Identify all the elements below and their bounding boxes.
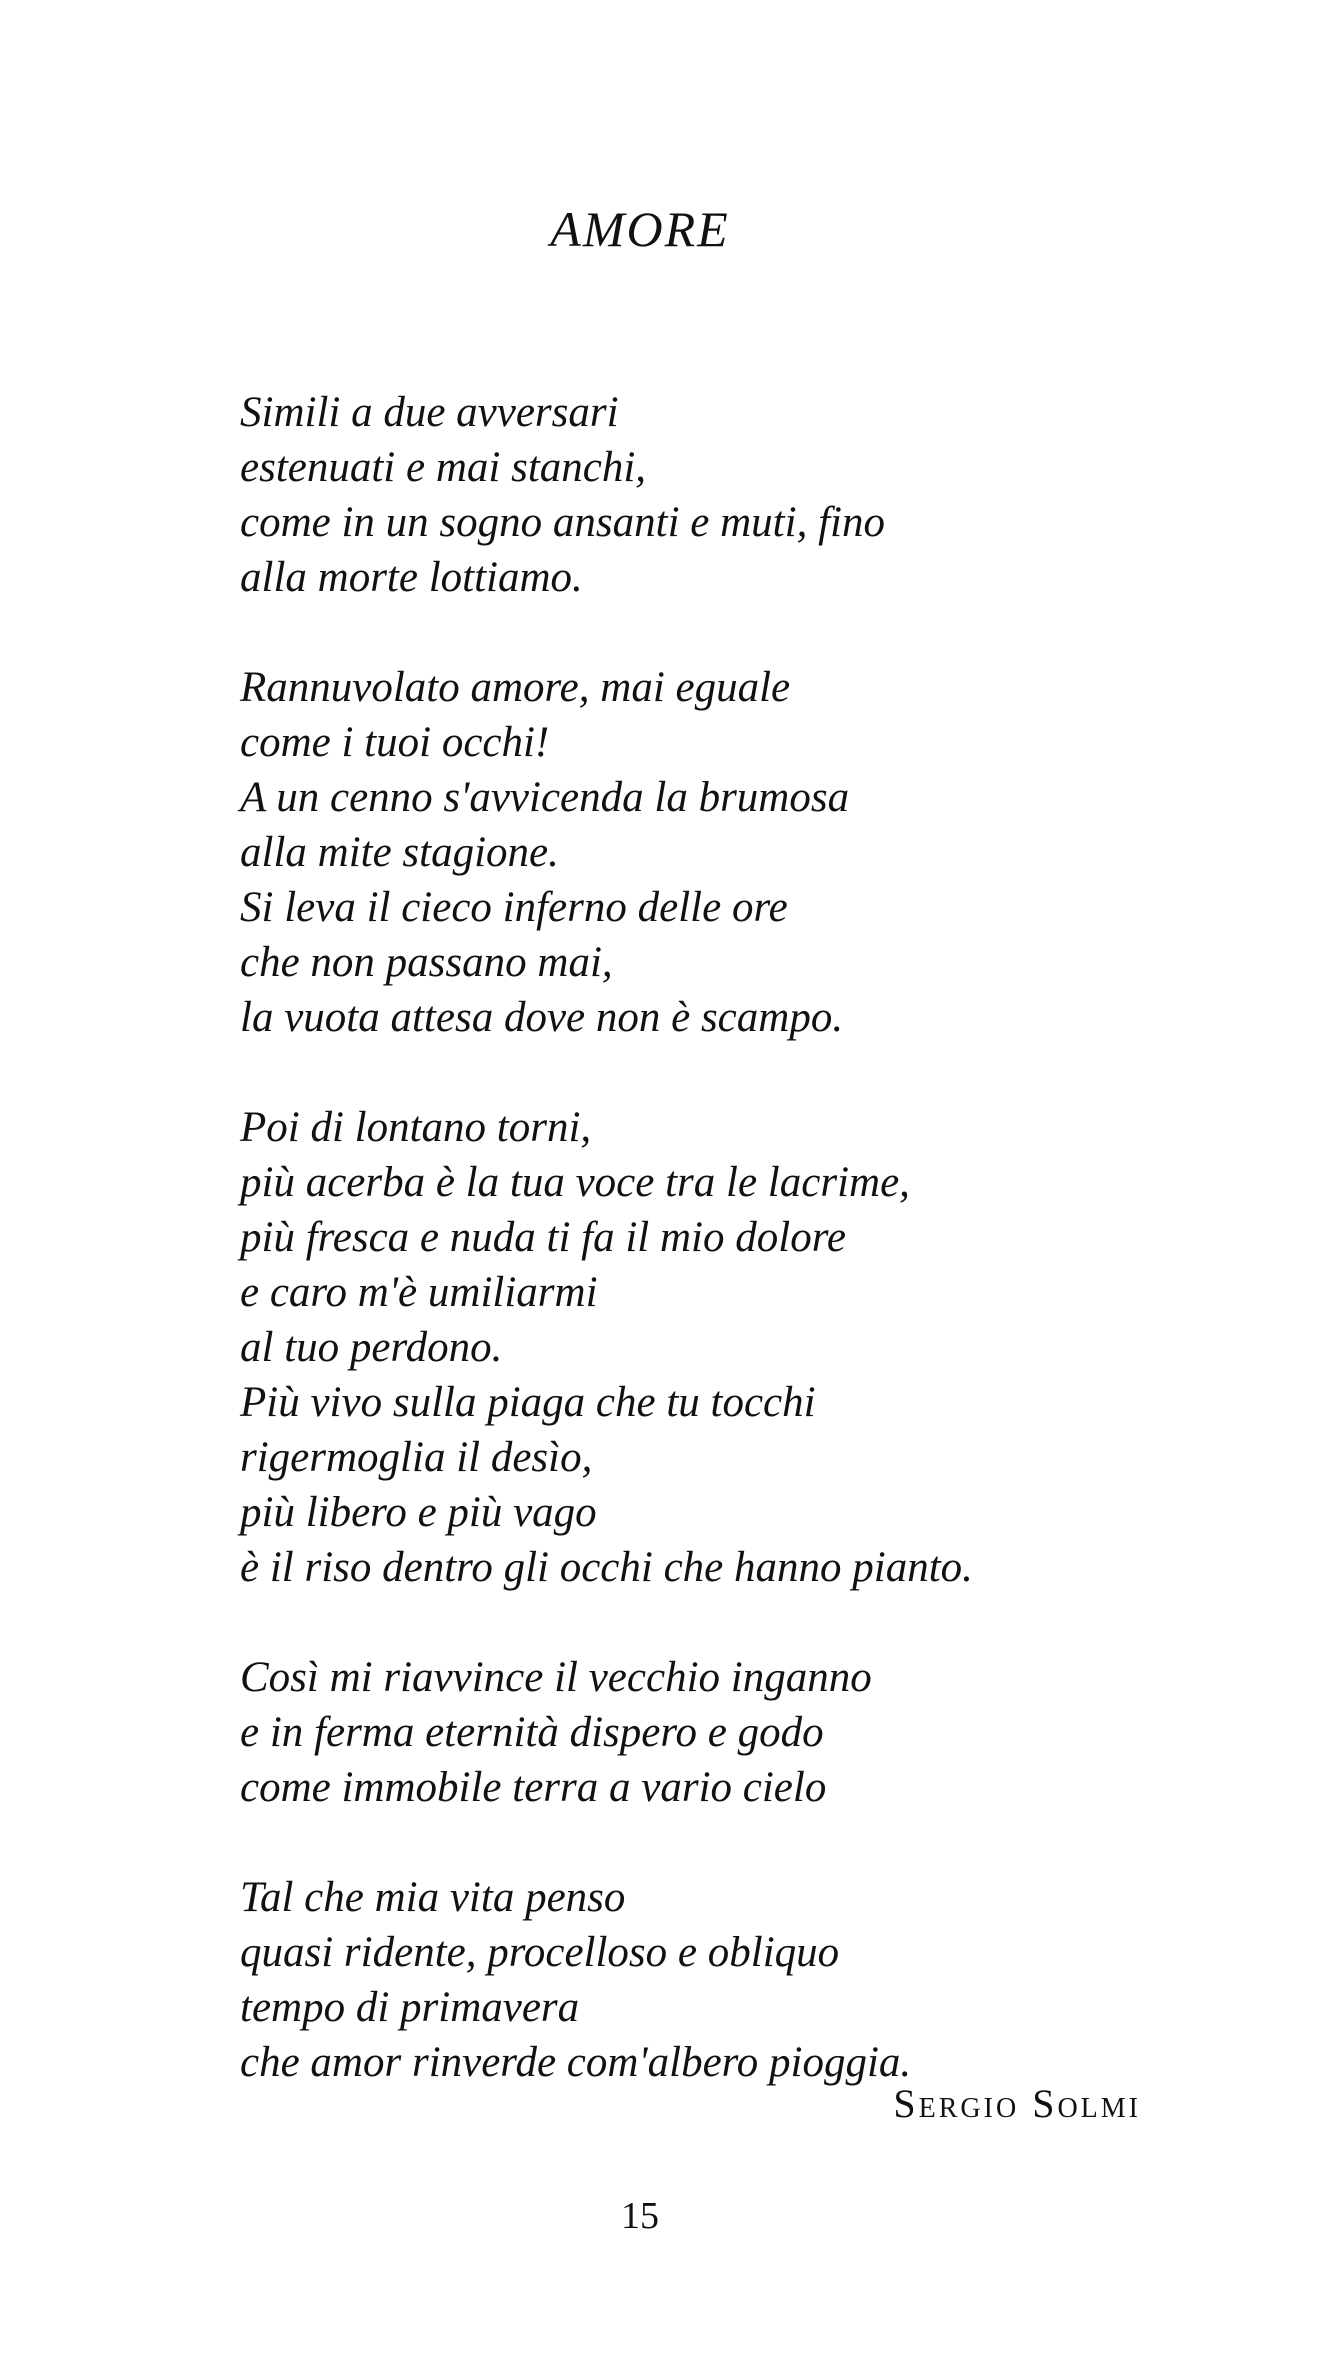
poem-line: estenuati e mai stanchi,	[240, 444, 647, 491]
poem-line: alla morte lottiamo.	[240, 554, 583, 601]
stanza-2	[240, 660, 1240, 1045]
poem-body	[240, 385, 1240, 2090]
page-number: 15	[621, 2195, 659, 2237]
stanza-5	[240, 1870, 1240, 2090]
poem-line: più fresca e nuda ti fa il mio dolore	[240, 1214, 846, 1261]
poem-title: AMORE	[550, 201, 730, 257]
stanza-4	[240, 1650, 1240, 1815]
poem-line: come i tuoi occhi!	[240, 719, 550, 766]
poem-line: e in ferma eternità dispero e godo	[240, 1709, 824, 1756]
poem-line: Così mi riavvince il vecchio inganno	[240, 1654, 872, 1701]
author-signature: Sergio Solmi	[893, 2081, 1141, 2126]
poem-line: e caro m'è umiliarmi	[240, 1269, 598, 1316]
poem-line: tempo di primavera	[240, 1984, 580, 2031]
stanza-1	[240, 385, 1240, 605]
poem-line: quasi ridente, procelloso e obliquo	[240, 1929, 840, 1976]
poem-line: Rannuvolato amore, mai eguale	[240, 664, 791, 711]
poem-line: Tal che mia vita penso	[240, 1874, 626, 1921]
poem-line: al tuo perdono.	[240, 1324, 503, 1371]
poem-line: che amor rinverde com'albero pioggia.	[240, 2039, 912, 2086]
poem-line: più libero e più vago	[240, 1489, 597, 1536]
poem-line: alla mite stagione.	[240, 829, 559, 876]
poem-line: che non passano mai,	[240, 939, 613, 986]
poem-line: Si leva il cieco inferno delle ore	[240, 884, 788, 931]
poem-line: Simili a due avversari	[240, 389, 619, 436]
poem-line: la vuota attesa dove non è scampo.	[240, 994, 844, 1041]
poem-line: più acerba è la tua voce tra le lacrime,	[240, 1159, 910, 1206]
poem-line: Più vivo sulla piaga che tu tocchi	[240, 1379, 816, 1426]
stanza-3	[240, 1100, 1240, 1595]
poem-line: rigermoglia il desìo,	[240, 1434, 593, 1481]
poem-line: come immobile terra a vario cielo	[240, 1764, 827, 1811]
poem-line: Poi di lontano torni,	[240, 1104, 592, 1151]
poem-line: A un cenno s'avvicenda la brumosa	[240, 774, 850, 821]
poem-line: come in un sogno ansanti e muti, fino	[240, 499, 885, 546]
poem-line: è il riso dentro gli occhi che hanno pianto.	[240, 1544, 973, 1591]
